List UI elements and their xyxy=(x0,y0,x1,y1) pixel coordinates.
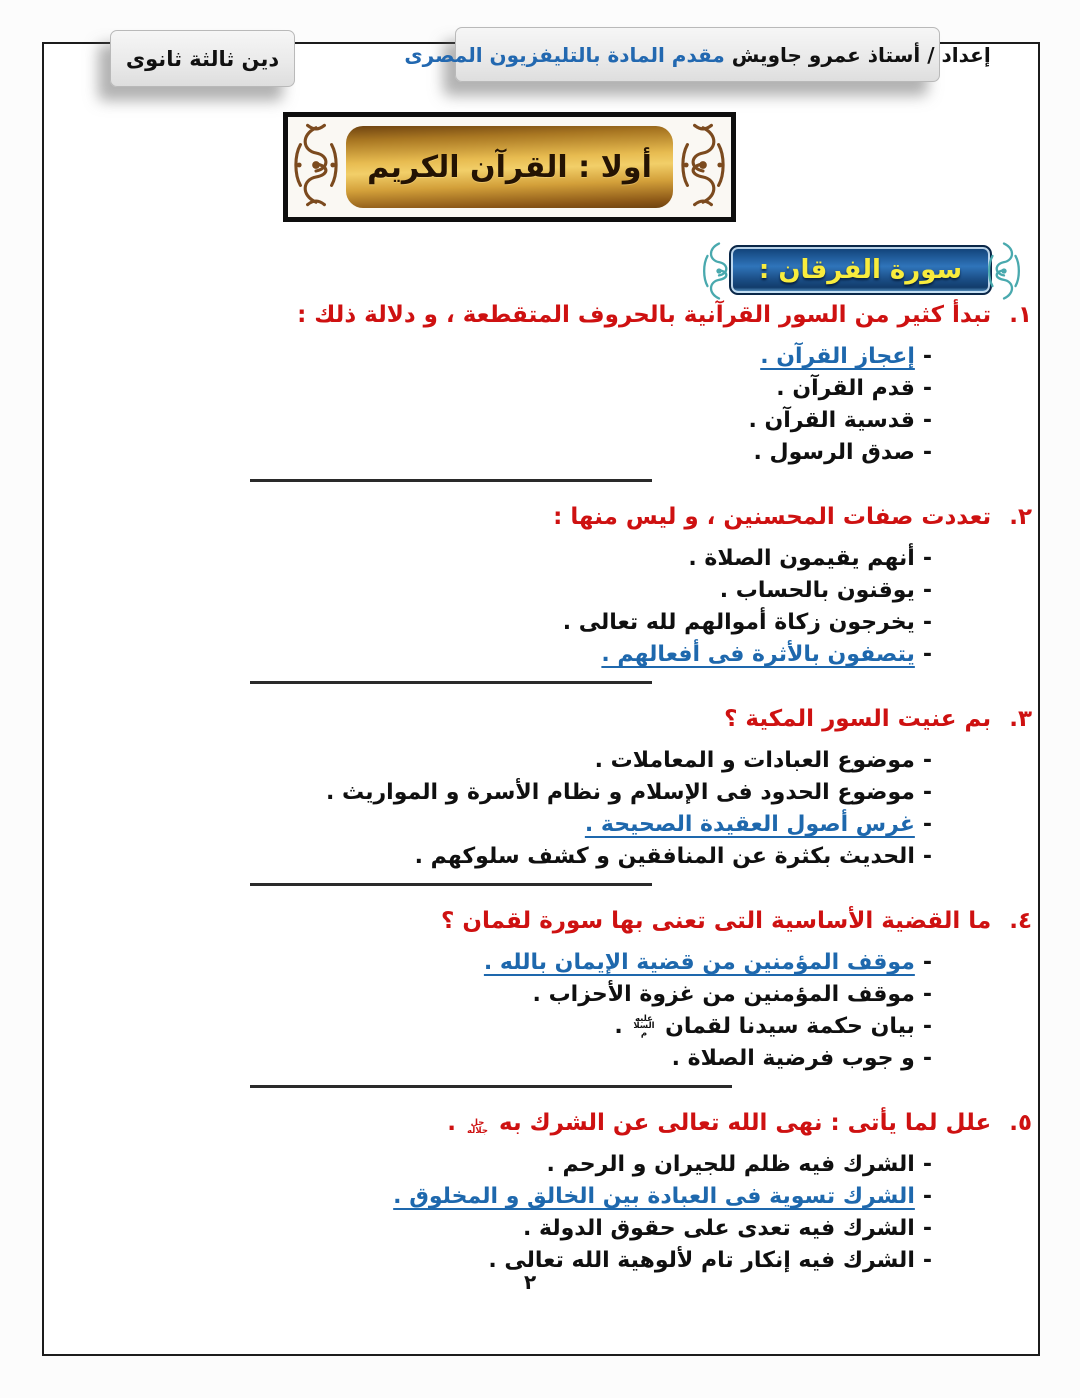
question-title xyxy=(60,502,1032,533)
section-banner xyxy=(283,112,736,222)
subject-badge-text: دين ثالثة ثانوى xyxy=(125,46,280,71)
answer-text: غرس أصول العقيدة الصحيحة . xyxy=(584,812,915,837)
answer-text: يتصفون بالأثرة فى أفعالهم . xyxy=(601,642,915,667)
subject-badge xyxy=(110,30,295,87)
answer-text: الشرك فيه ظلم للجيران و الرحم . xyxy=(546,1152,915,1177)
answer-option xyxy=(60,1245,932,1277)
answer-text: صدق الرسول . xyxy=(753,440,915,465)
question-text: بم عنيت السور المكية ؟ xyxy=(724,706,992,732)
surah-label xyxy=(703,240,1018,302)
answer-option xyxy=(60,1149,932,1181)
answer-text: أنهم يقيمون الصلاة . xyxy=(688,546,915,571)
honorific-icon: جل جلاله xyxy=(467,1118,488,1136)
separator-line xyxy=(250,479,652,482)
surah-label-title: سورة الفرقان : xyxy=(758,255,963,285)
answers-list xyxy=(60,543,1032,671)
answer-dash: - xyxy=(922,610,932,635)
prepared-by-badge xyxy=(404,27,991,82)
question-text: تعددت صفات المحسنين ، و ليس منها : xyxy=(553,504,992,530)
answer-option xyxy=(60,543,932,575)
question-text: تبدأ كثير من السور القرآنية بالحروف المتقطعة ، و دلالة ذلك : xyxy=(297,302,992,328)
answer-option xyxy=(60,1213,932,1245)
question-number: ١. xyxy=(1009,302,1032,328)
answer-dash: - xyxy=(922,1248,932,1273)
answer-dash: - xyxy=(922,982,932,1007)
answer-dash: - xyxy=(922,1184,932,1209)
answer-dash: - xyxy=(922,812,932,837)
question-number: ٤. xyxy=(1009,908,1032,934)
answer-text: موضوع الحدود فى الإسلام و نظام الأسرة و المواريث . xyxy=(325,780,915,805)
answer-option xyxy=(60,639,932,671)
prepared-by-text: إعداد / أستاذ عمرو جاويش xyxy=(731,42,991,67)
answer-text: يخرجون زكاة أموالهم لله تعالى . xyxy=(562,610,915,635)
answer-dash: - xyxy=(922,578,932,603)
answer-dash: - xyxy=(922,440,932,465)
answer-text: موقف المؤمنين من غزوة الأحزاب . xyxy=(532,982,915,1007)
question-4 xyxy=(60,906,1032,1088)
answer-dash: - xyxy=(922,376,932,401)
surah-label-pill xyxy=(729,245,992,295)
question-title xyxy=(60,1108,1032,1139)
answer-text: و جوب فرضية الصلاة . xyxy=(671,1046,915,1071)
answer-option xyxy=(60,607,932,639)
answer-text: قدسية القرآن . xyxy=(748,408,915,433)
question-title xyxy=(60,704,1032,735)
question-title xyxy=(60,906,1032,937)
answer-option xyxy=(60,341,932,373)
answer-text: قدم القرآن . xyxy=(776,376,915,401)
answer-option xyxy=(60,405,932,437)
questions-area xyxy=(60,300,1032,1277)
answer-option xyxy=(60,1043,932,1075)
question-number: ٢. xyxy=(1009,504,1032,530)
answers-list xyxy=(60,341,1032,469)
question-2 xyxy=(60,502,1032,684)
answer-option xyxy=(60,947,932,979)
answers-list xyxy=(60,947,1032,1075)
question-text: ما القضية الأساسية التى تعنى بها سورة لقمان ؟ xyxy=(440,908,992,934)
answers-list xyxy=(60,1149,1032,1277)
answer-dash: - xyxy=(922,344,932,369)
answer-dash: - xyxy=(922,1014,932,1039)
answer-dash: - xyxy=(922,546,932,571)
answer-dash: - xyxy=(922,950,932,975)
answer-text: موقف المؤمنين من قضية الإيمان بالله . xyxy=(483,950,915,975)
question-text: علل لما يأتى : نهى الله تعالى عن الشرك به xyxy=(499,1110,992,1136)
question-title xyxy=(60,300,1032,331)
answer-dash: - xyxy=(922,1152,932,1177)
answer-option xyxy=(60,745,932,777)
answer-option xyxy=(60,373,932,405)
answer-option xyxy=(60,979,932,1011)
answers-list xyxy=(60,745,1032,873)
answer-option xyxy=(60,1181,932,1213)
teal-ornament-icon xyxy=(982,240,1026,302)
page-number: ٢ xyxy=(524,1270,537,1294)
banner-pill xyxy=(346,126,673,208)
answer-suffix: . xyxy=(614,1014,631,1039)
prepared-by-highlight: مقدم المادة بالتليفزيون المصرى xyxy=(404,42,725,67)
answer-option xyxy=(60,437,932,469)
question-3 xyxy=(60,704,1032,886)
floral-ornament-icon xyxy=(677,123,729,207)
answer-dash: - xyxy=(922,844,932,869)
separator-line xyxy=(250,1085,732,1088)
separator-line xyxy=(250,681,652,684)
answer-text: الحديث بكثرة عن المنافقين و كشف سلوكهم . xyxy=(414,844,915,869)
question-suffix: . xyxy=(447,1110,464,1136)
question-number: ٣. xyxy=(1009,706,1032,732)
question-number: ٥. xyxy=(1009,1110,1032,1136)
answer-text: الشرك فيه تعدى على حقوق الدولة . xyxy=(523,1216,915,1241)
answer-dash: - xyxy=(922,1046,932,1071)
answer-text: الشرك فيه إنكار تام لألوهية الله تعالى . xyxy=(488,1248,915,1273)
question-1 xyxy=(60,300,1032,482)
question-5 xyxy=(60,1108,1032,1277)
honorific-icon: عليه السلام xyxy=(633,1013,655,1039)
answer-text: بيان حكمة سيدنا لقمان xyxy=(665,1014,915,1039)
answer-option xyxy=(60,841,932,873)
answer-text: الشرك تسوية فى العبادة بين الخالق و المخلوق . xyxy=(393,1184,915,1209)
floral-ornament-icon xyxy=(290,123,342,207)
answer-option xyxy=(60,777,932,809)
answer-dash: - xyxy=(922,1216,932,1241)
answer-text: يوقنون بالحساب . xyxy=(719,578,915,603)
answer-dash: - xyxy=(922,780,932,805)
banner-title: أولا : القرآن الكريم xyxy=(367,149,652,185)
answer-dash: - xyxy=(922,408,932,433)
answer-dash: - xyxy=(922,748,932,773)
answer-dash: - xyxy=(922,642,932,667)
answer-text: موضوع العبادات و المعاملات . xyxy=(594,748,915,773)
separator-line xyxy=(250,883,652,886)
answer-text: إعجاز القرآن . xyxy=(760,344,915,369)
answer-option xyxy=(60,1011,932,1043)
answer-option xyxy=(60,575,932,607)
answer-option xyxy=(60,809,932,841)
